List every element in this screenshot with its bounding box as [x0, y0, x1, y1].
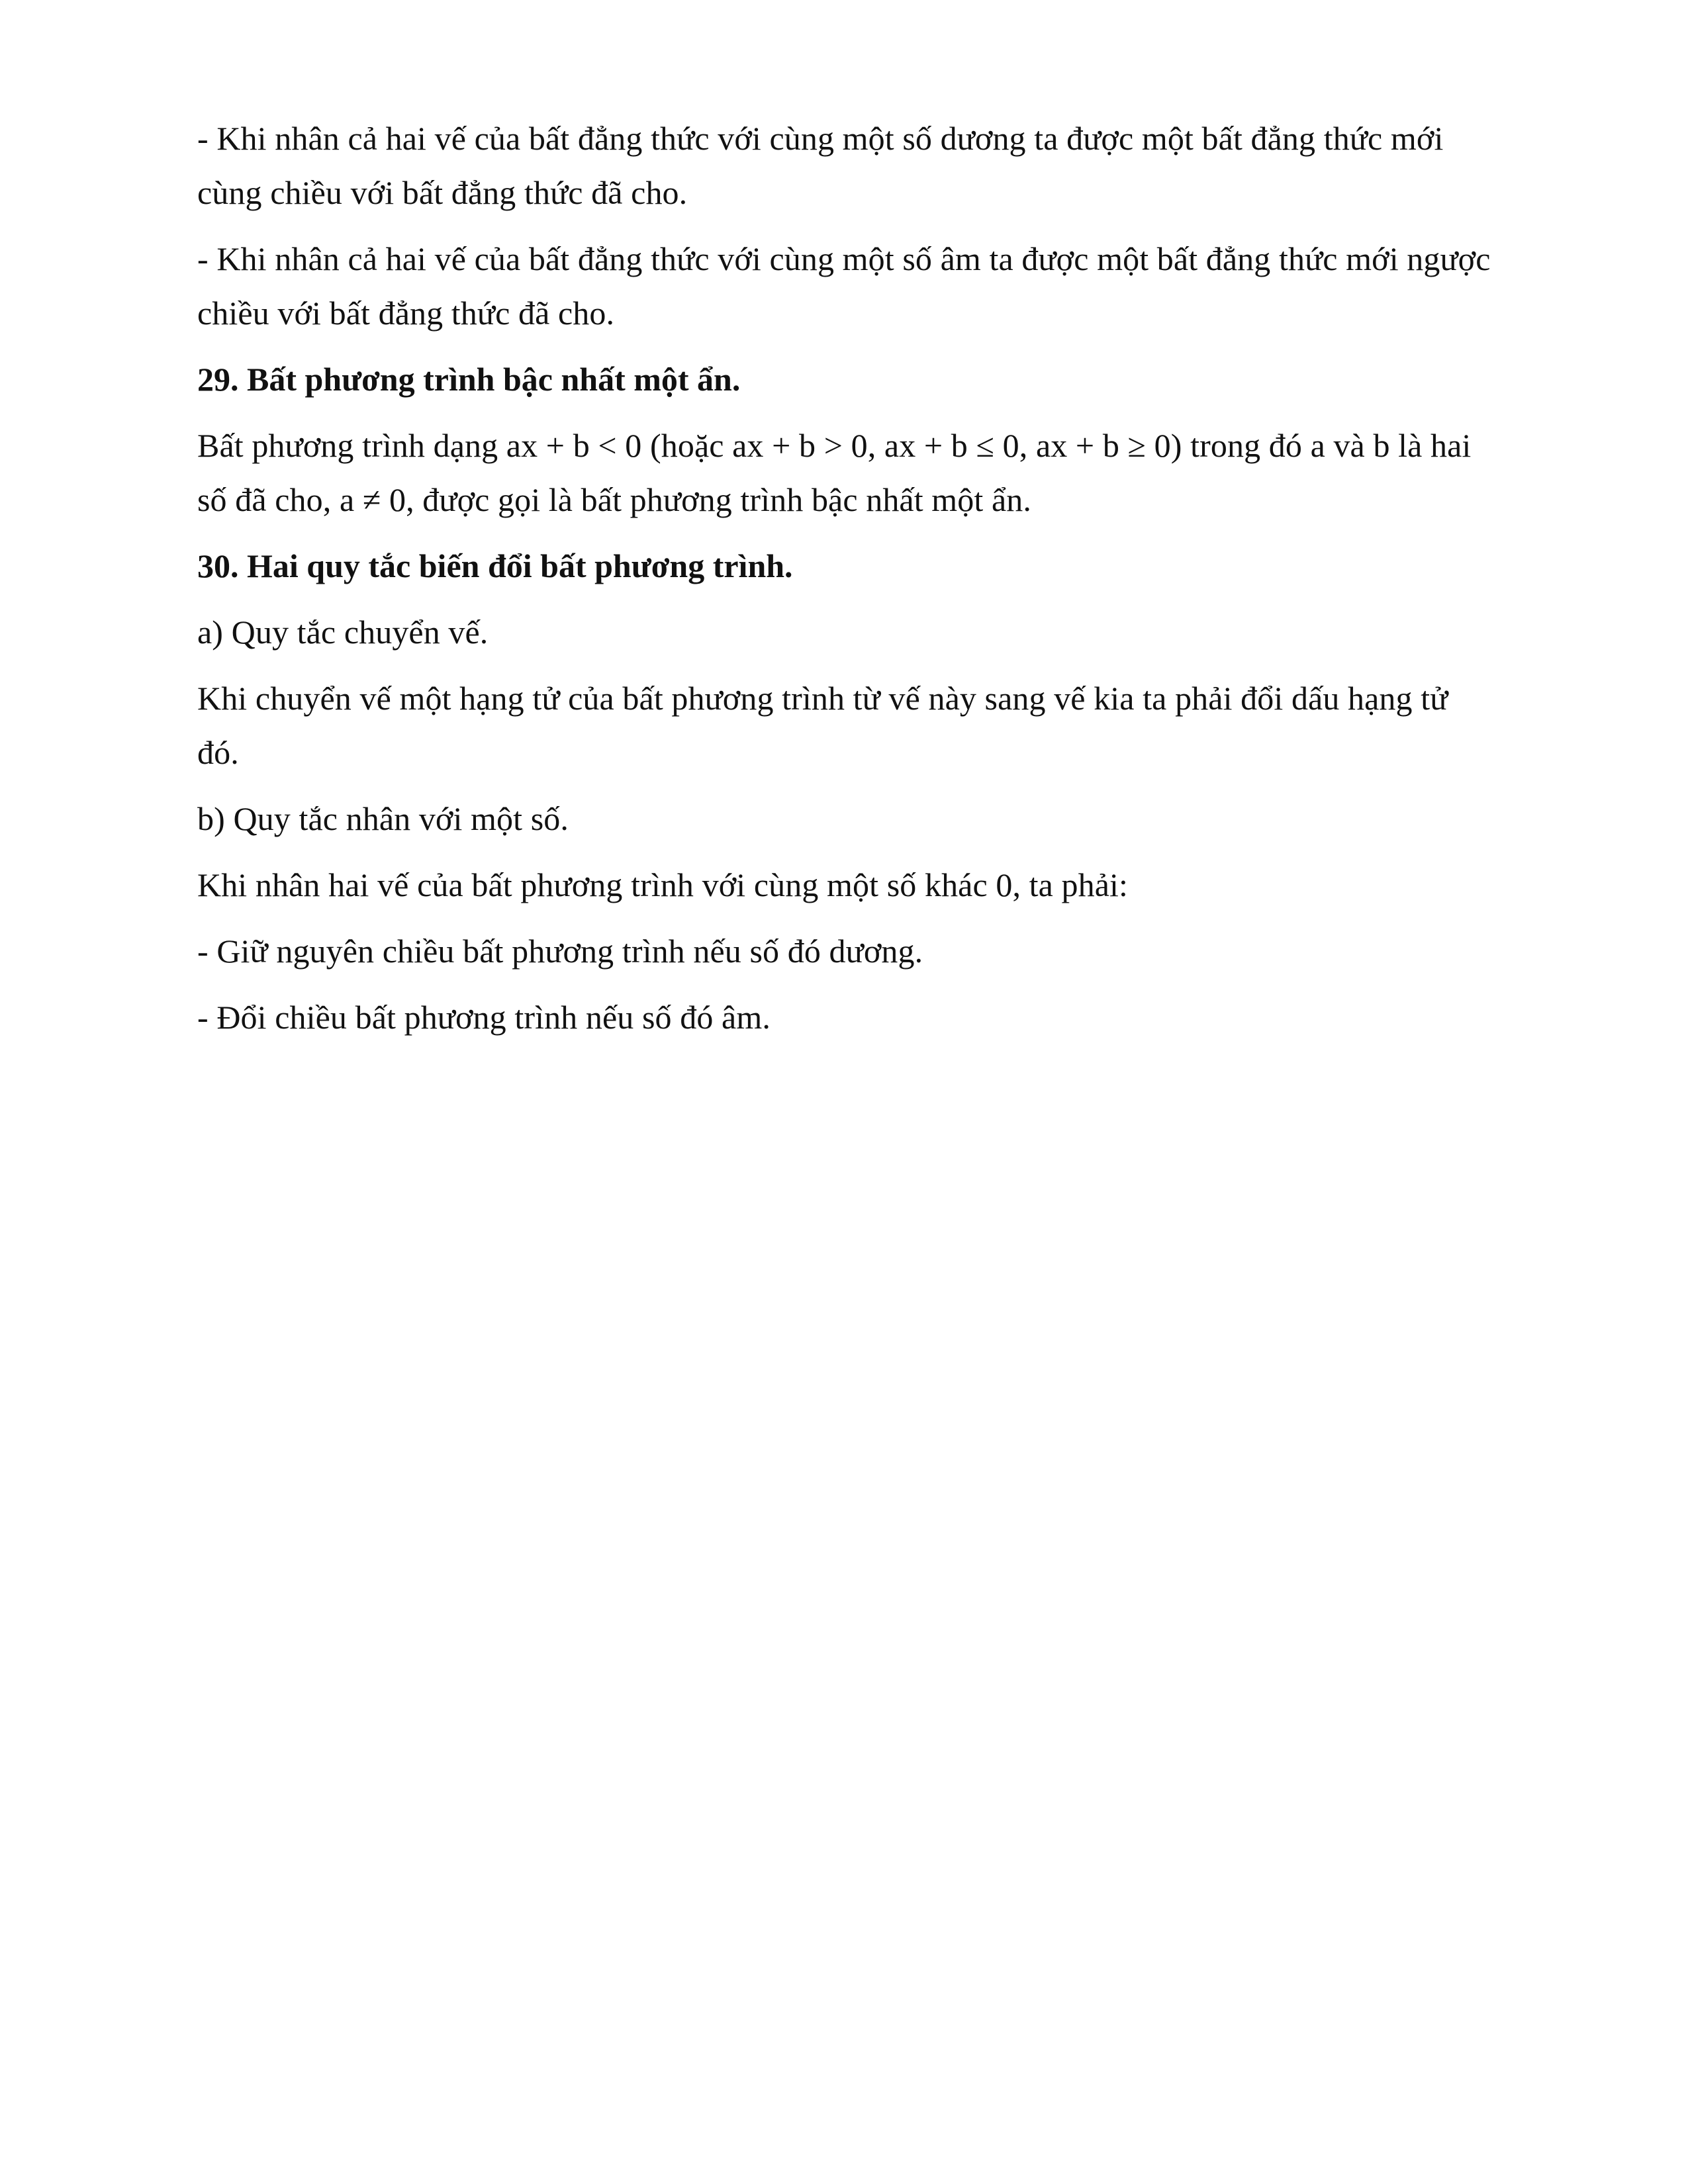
paragraph-linear-inequality-definition: Bất phương trình dạng ax + b < 0 (hoặc ax + b > 0, ax + b ≤ 0, ax + b ≥ 0) trong đó a và b là hai số đã cho, a ≠ 0, được gọi là bất phương trình bậc nhất một ẩn. [197, 427, 1472, 518]
paragraph-multiply-negative: - Khi nhân cả hai vế của bất đẳng thức với cùng một số âm ta được một bất đẳng thức mới ngược chiều với bất đẳng thức đã cho. [197, 240, 1491, 332]
paragraph-rule-a-title: a) Quy tắc chuyển vế. [197, 614, 489, 651]
paragraph-multiply-positive: - Khi nhân cả hai vế của bất đẳng thức với cùng một số dương ta được một bất đẳng thức mới cùng chiều với bất đẳng thức đã cho. [197, 120, 1444, 211]
paragraph-reverse-direction: - Đổi chiều bất phương trình nếu số đó âm. [197, 999, 771, 1036]
paragraph-rule-a-text: Khi chuyển vế một hạng tử của bất phương trình từ vế này sang vế kia ta phải đổi dấu hạng tử đó. [197, 680, 1448, 771]
page-content [197, 111, 1495, 1056]
paragraph-keep-direction: - Giữ nguyên chiều bất phương trình nếu số đó dương. [197, 933, 923, 970]
heading-section-30: 30. Hai quy tắc biến đổi bất phương trình. [197, 547, 793, 584]
heading-section-29: 29. Bất phương trình bậc nhất một ẩn. [197, 361, 741, 398]
paragraph-rule-b-title: b) Quy tắc nhân với một số. [197, 800, 569, 837]
paragraph-rule-b-text: Khi nhân hai vế của bất phương trình với cùng một số khác 0, ta phải: [197, 866, 1129, 903]
